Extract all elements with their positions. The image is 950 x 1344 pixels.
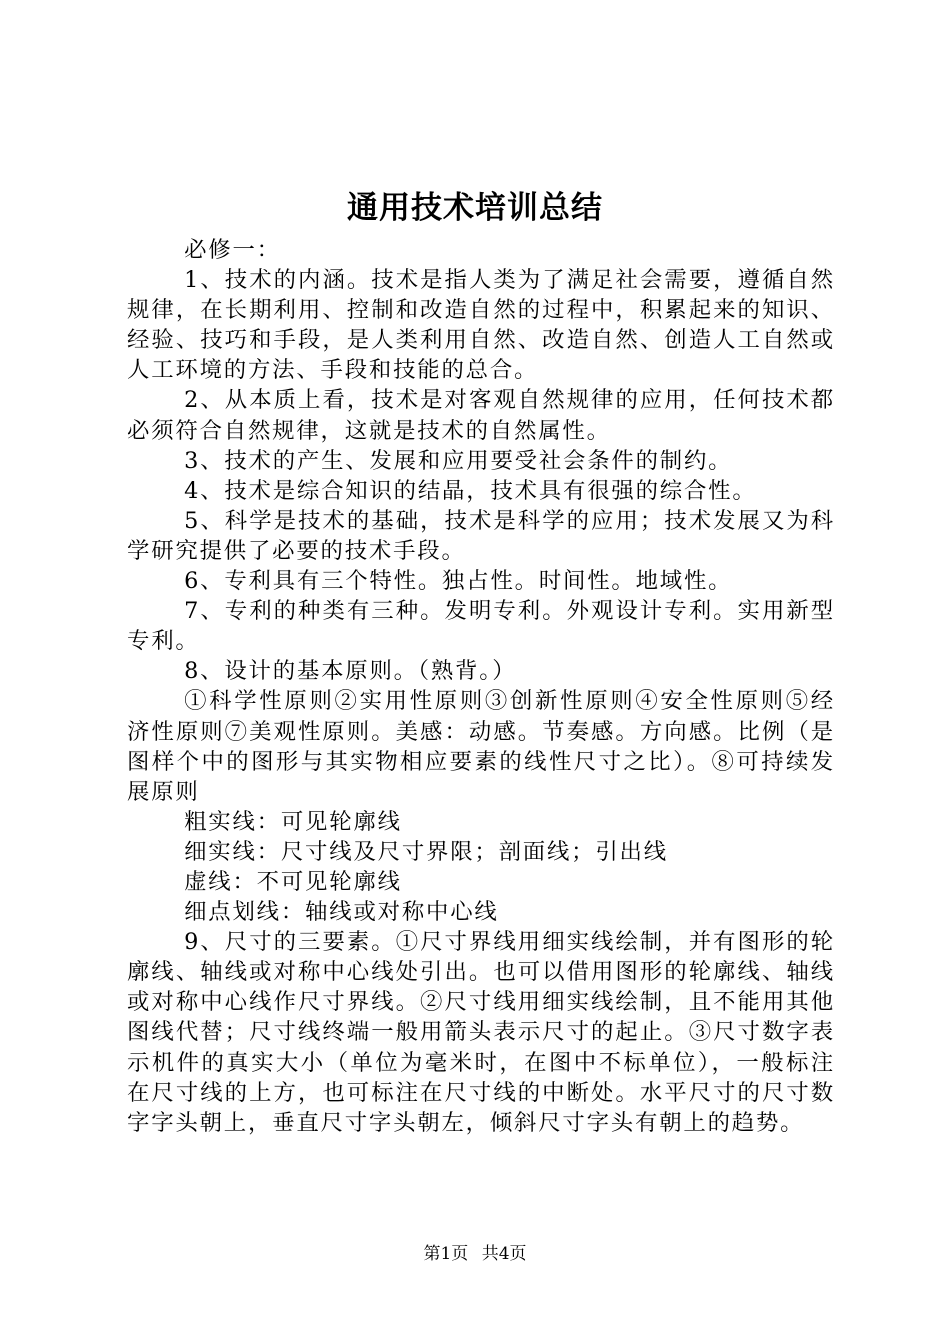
paragraph: ①科学性原则②实用性原则③创新性原则④安全性原则⑤经济性原则⑦美观性原则。美感：动感。节奏感。方向感。比例（是图样个中的图形与其实物相应要素的线性尺寸之比）。⑧可持续发展原则 <box>127 688 835 805</box>
document-body <box>127 235 835 1138</box>
line-type-item: 粗实线：可见轮廓线 <box>184 808 402 835</box>
paragraph: 9、尺寸的三要素。①尺寸界线用细实线绘制，并有图形的轮廓线、轴线或对称中心线处引出。也可以借用图形的轮廓线、轴线或对称中心线作尺寸界线。②尺寸线用细实线绘制，且不能用其他图线代替；尺寸线终端一般用箭头表示尺寸的起止。③尺寸数字表示机件的真实大小（单位为毫米时，在图中不标单位），一般标注在尺寸线的上方，也可标注在尺寸线的中断处。水平尺寸的尺寸数字字头朝上，垂直尺寸字头朝左，倾斜尺寸字头有朝上的趋势。 <box>127 929 835 1136</box>
paragraph: 4、技术是综合知识的结晶，技术具有很强的综合性。 <box>184 477 757 504</box>
paragraph: 8、设计的基本原则。（熟背。） <box>184 658 517 685</box>
paragraph: 3、技术的产生、发展和应用要受社会条件的制约。 <box>184 447 733 474</box>
section-heading: 必修一： <box>184 237 281 263</box>
paragraph: 6、专利具有三个特性。独占性。时间性。地域性。 <box>184 568 733 595</box>
line-type-item: 细点划线：轴线或对称中心线 <box>184 899 499 926</box>
paragraph: 5、科学是技术的基础，技术是科学的应用；技术发展又为科学研究提供了必要的技术手段。 <box>127 507 835 564</box>
paragraph: 1、技术的内涵。技术是指人类为了满足社会需要，遵循自然规律，在长期利用、控制和改造自然的过程中，积累起来的知识、经验、技巧和手段，是人类利用自然、改造自然、创造人工自然或人工环境的方法、手段和技能的总合。 <box>127 267 835 384</box>
line-type-item: 虚线：不可见轮廓线 <box>184 868 402 895</box>
document-title: 通用技术培训总结 <box>347 190 603 226</box>
paragraph: 7、专利的种类有三种。发明专利。外观设计专利。实用新型专利。 <box>127 598 835 655</box>
page-number: 第1页 <box>423 1244 469 1264</box>
paragraph: 2、从本质上看，技术是对客观自然规律的应用，任何技术都必须符合自然规律，这就是技术的自然属性。 <box>127 387 835 444</box>
page-footer <box>0 1243 950 1265</box>
line-type-item: 细实线：尺寸线及尺寸界限；剖面线；引出线 <box>184 838 668 865</box>
page-total: 共4页 <box>481 1244 527 1264</box>
